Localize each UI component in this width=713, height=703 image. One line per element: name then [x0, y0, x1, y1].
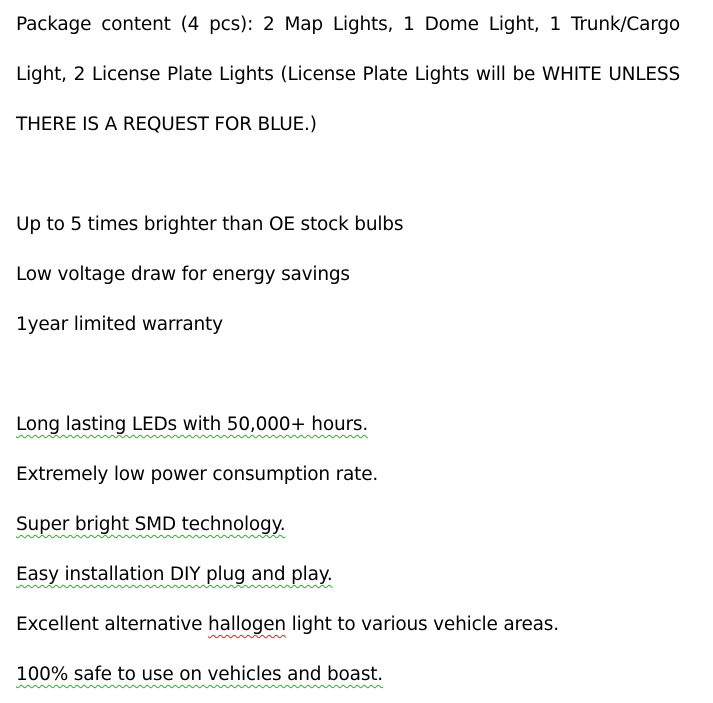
- grammar-flagged-text: Easy installation DIY plug and play.: [16, 564, 333, 585]
- document-body[interactable]: [16, 0, 680, 700]
- grammar-flagged-text: Super bright SMD technology.: [16, 514, 286, 535]
- spelling-flagged-word: hallogen: [208, 614, 286, 635]
- blank-line: [16, 150, 680, 200]
- package-content-line-3: THERE IS A REQUEST FOR BLUE.): [16, 114, 317, 135]
- bullet-alternative: [16, 600, 680, 650]
- bullet-long-lasting: [16, 400, 680, 450]
- feature-low-voltage: Low voltage draw for energy savings: [16, 264, 350, 285]
- bullet-text-before: Excellent alternative: [16, 614, 209, 635]
- bullet-text-after: light to various vehicle areas.: [285, 614, 559, 635]
- feature-warranty: 1year limited warranty: [16, 314, 223, 335]
- package-content-line-1: Package content (4 pcs): 2 Map Lights, 1 Dome Light, 1 Trunk/Cargo: [16, 14, 680, 35]
- grammar-flagged-text: Long lasting LEDs with 50,000+ hours.: [16, 414, 369, 435]
- bullet-safe: [16, 650, 680, 700]
- grammar-flagged-text: 100% safe to use on vehicles and boast.: [16, 664, 383, 685]
- feature-brightness: Up to 5 times brighter than OE stock bulbs: [16, 214, 404, 235]
- bullet-smd: [16, 500, 680, 550]
- blank-line: [16, 350, 680, 400]
- package-content-line-2: Light, 2 License Plate Lights (License Plate Lights will be WHITE UNLESS: [16, 64, 680, 85]
- bullet-easy-install: [16, 550, 680, 600]
- bullet-low-power: Extremely low power consumption rate.: [16, 464, 379, 485]
